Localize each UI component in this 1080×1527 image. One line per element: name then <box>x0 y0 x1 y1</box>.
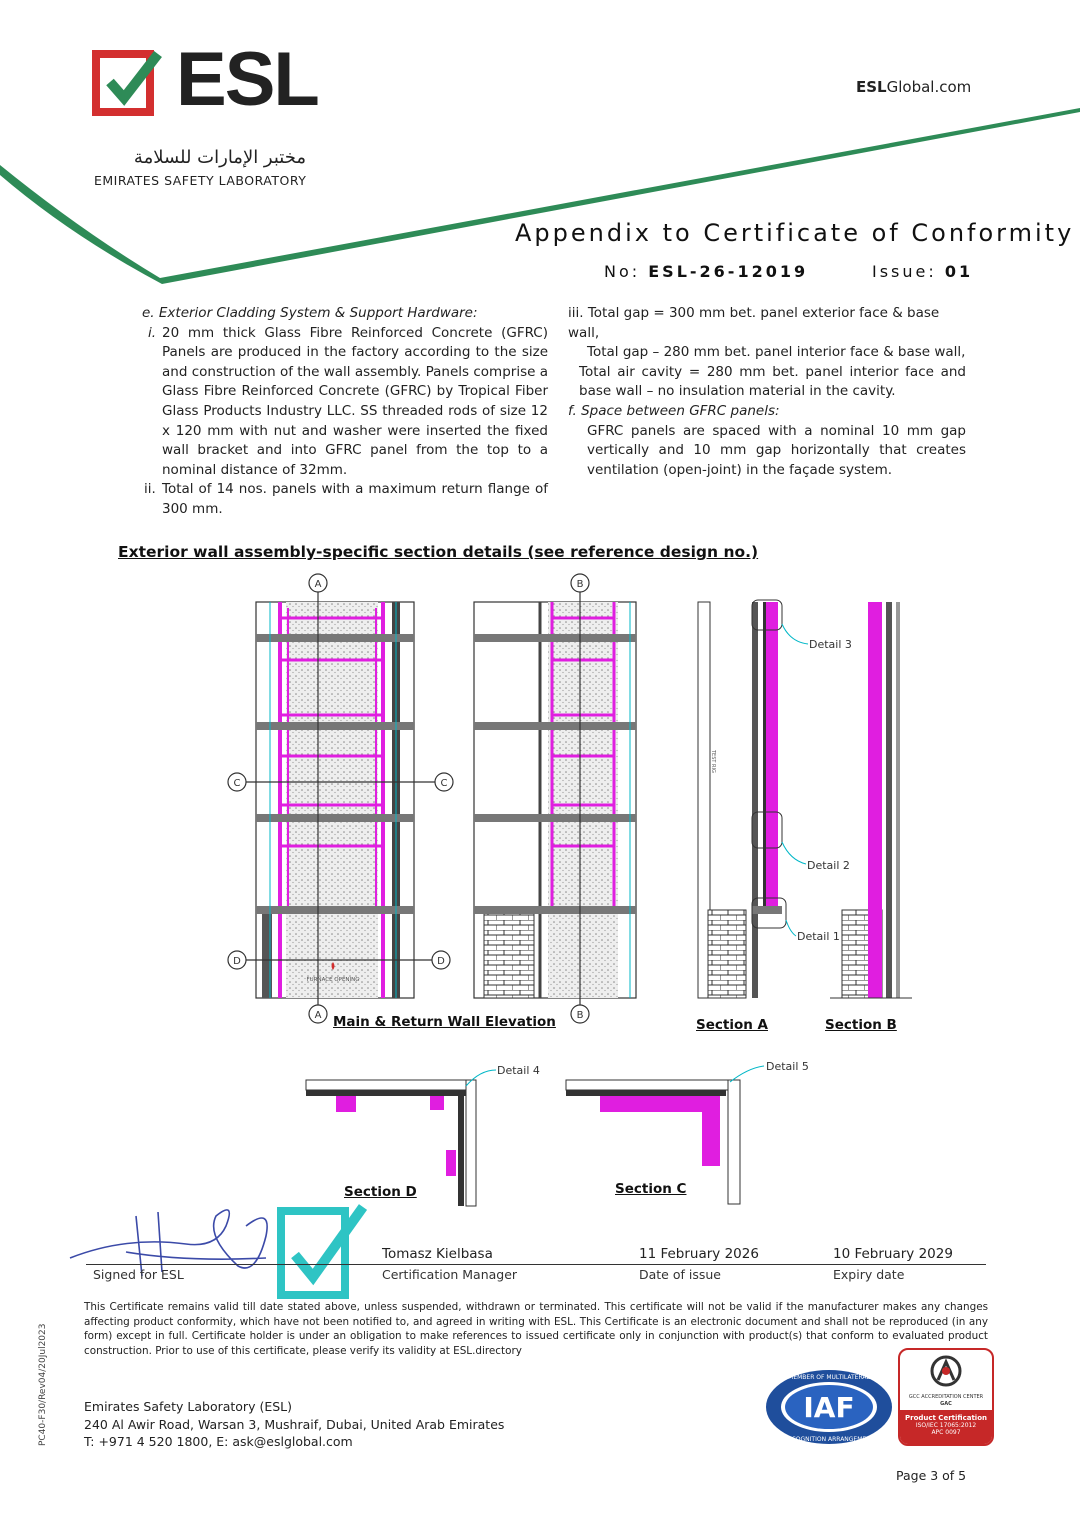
detail-4-label: Detail 4 <box>497 1064 540 1077</box>
svg-text:RECOGNITION ARRANGEMENT: RECOGNITION ARRANGEMENT <box>783 1436 875 1443</box>
i-text: 20 mm thick Glass Fibre Reinforced Concrete (GFRC) Panels are produced in the factory according to the size and construction of the wall assembly. Panels comprise a Glass Fibre Reinforced Concrete (GFRC) by Tropical Fiber Glass Products Industry LLC. SS threaded rods of size 12 x 120 mm with nut and washer were inserted the fixed wall bracket and into GFRC panel from the top to a nominal distance of 32mm. <box>162 324 548 478</box>
detail-1-label: Detail 1 <box>797 930 840 943</box>
iaf-logo-icon <box>764 1368 894 1446</box>
signer-role: Certification Manager <box>382 1267 518 1282</box>
esl-logo <box>92 37 318 124</box>
issue-number <box>872 262 973 281</box>
marker-d-right: D <box>437 956 445 967</box>
section-d-label: Section D <box>344 1184 417 1200</box>
ii-text: Total of 14 nos. panels with a maximum return flange of 300 mm. <box>162 481 548 517</box>
left-column <box>142 304 548 520</box>
detail-5-label: Detail 5 <box>766 1060 809 1073</box>
drawing-section-title: Exterior wall assembly-specific section details (see reference design no.) <box>118 543 759 561</box>
main-wall-elevation <box>256 602 414 998</box>
expiry-date-label: Expiry date <box>833 1267 905 1282</box>
gac-line5: APC 0097 <box>931 1429 961 1436</box>
lab-name: EMIRATES SAFETY LABORATORY <box>94 173 307 188</box>
arabic-lab-name: مختبر الإمارات للسلامة <box>133 147 306 168</box>
expiry-date-value: 10 February 2029 <box>833 1246 953 1262</box>
gac-logo-icon <box>926 1354 966 1388</box>
gac-badge <box>898 1348 994 1446</box>
gac-line3: Product Certification <box>904 1414 987 1422</box>
svg-text:MEMBER OF MULTILATERAL: MEMBER OF MULTILATERAL <box>788 1374 870 1381</box>
appendix-title: Appendix to Certificate of Conformity <box>515 219 1075 247</box>
ii-number: ii. <box>144 481 156 498</box>
f-heading: f. Space between GFRC panels: <box>568 402 780 419</box>
logo-text: ESL <box>176 37 318 122</box>
section-a-label: Section A <box>696 1017 768 1033</box>
furnace-opening-label: FURNACE OPENING <box>306 977 360 983</box>
iii-line1: iii. Total gap = 300 mm bet. panel exterior face & base wall, <box>568 305 940 341</box>
i-number: i. <box>148 324 157 341</box>
date-of-issue-label: Date of issue <box>639 1267 721 1282</box>
e-heading: e. Exterior Cladding System & Support Hardware: <box>142 305 478 321</box>
marker-b-bottom: B <box>576 1010 584 1021</box>
no-label: No: <box>604 262 641 281</box>
section-a-drawing <box>698 600 808 998</box>
right-column <box>568 304 966 480</box>
doc-code: PC40-F30/Rev04/20Jul2023 <box>38 1323 48 1446</box>
detail-2-label: Detail 2 <box>807 859 850 872</box>
marker-c-left: C <box>233 778 241 789</box>
certificate-number <box>604 262 808 281</box>
elevation-label: Main & Return Wall Elevation <box>333 1014 556 1030</box>
page-number: Page 3 of 5 <box>896 1468 967 1483</box>
gac-line4: ISO/IEC 17065:2012 <box>915 1422 977 1429</box>
issue-label: Issue: <box>872 262 937 281</box>
signed-for-label: Signed for ESL <box>93 1267 184 1282</box>
website <box>856 78 971 96</box>
disclaimer: This Certificate remains valid till date stated above, unless suspended, withdrawn or terminated. This certificate will not be valid if the manufacturer makes any changes affecting product conformity, which have not been notified to, and agreed in writing with ESL. This Certificate is an electronic document and shall not be reproduced (in any form) except in full. Certificate holder is under an obligation to make references to issued certificate only in conjunction with product(s) that conform to evaluated product construction. Prior to use of this certificate, please verify its validity at ESL.directory <box>84 1301 988 1357</box>
footer-address <box>84 1398 504 1451</box>
company-contact: T: +971 4 520 1800, E: ask@eslglobal.com <box>84 1434 353 1449</box>
marker-a-bottom: A <box>314 1010 322 1021</box>
marker-b-top: B <box>576 579 584 590</box>
marker-c-right: C <box>440 778 448 789</box>
company-address: 240 Al Awir Road, Warsan 3, Mushraif, Dubai, United Arab Emirates <box>84 1416 505 1432</box>
svg-text:IAF: IAF <box>803 1391 855 1424</box>
no-value: ESL-26-12019 <box>648 262 809 281</box>
iii-line2: Total gap – 280 mm bet. panel interior face & base wall, <box>587 344 966 361</box>
iii-line3: Total air cavity = 280 mm bet. panel interior face and base wall – no insulation material in the cavity. <box>579 363 966 400</box>
f-text: GFRC panels are spaced with a nominal 10 mm gap vertically and 10 mm gap horizontally that creates ventilation (open-joint) in the façade system. <box>587 422 966 478</box>
gac-line1: GCC ACCREDITATION CENTER <box>908 1394 984 1400</box>
issue-value: 01 <box>944 262 974 281</box>
section-b-drawing <box>830 602 912 998</box>
date-of-issue-value: 11 February 2026 <box>639 1246 759 1262</box>
technical-drawing <box>0 560 1080 1220</box>
gac-line2: GAC <box>940 1401 952 1407</box>
esl-stamp-icon <box>277 1203 369 1301</box>
marker-a-top: A <box>314 579 322 590</box>
signature-line <box>86 1264 986 1265</box>
section-c-label: Section C <box>615 1181 687 1197</box>
company-name: Emirates Safety Laboratory (ESL) <box>84 1399 292 1414</box>
return-wall-elevation <box>474 602 636 998</box>
section-b-label: Section B <box>825 1017 897 1033</box>
test-rig-label: TEST RIG <box>710 750 716 773</box>
website-bold: ESL <box>856 78 887 96</box>
marker-d-left: D <box>233 956 241 967</box>
check-mark-logo-icon <box>92 48 164 120</box>
signer-name: Tomasz Kielbasa <box>382 1246 493 1262</box>
detail-3-label: Detail 3 <box>809 638 852 651</box>
website-rest: Global.com <box>886 78 972 96</box>
